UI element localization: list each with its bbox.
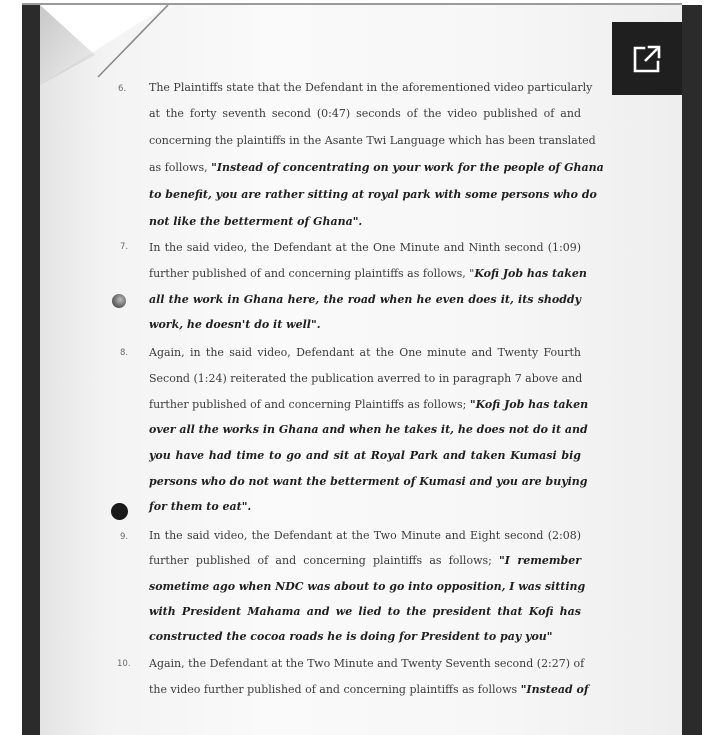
text-line: over all the works in Ghana and when he takes it, he does not do it and — [149, 423, 588, 436]
text-line: all the work in Ghana here, the road when he even does it, its shoddy — [149, 293, 581, 306]
paragraph-number: 10. — [117, 659, 131, 669]
text-line: concerning the plaintiffs in the Asante Twi Language which has been translated — [149, 134, 596, 147]
text-line: work, he doesn't do it well". — [149, 318, 321, 331]
text-line: Again, the Defendant at the Two Minute and Twenty Seventh second (2:27) of — [149, 657, 585, 670]
text-line: constructed the cocoa roads he is doing for President to pay you" — [149, 630, 553, 643]
text-line: sometime ago when NDC was about to go into opposition, I was sitting — [149, 580, 586, 593]
open-in-new-button[interactable] — [612, 22, 682, 95]
text-line: not like the betterment of Ghana". — [149, 215, 363, 228]
text-line: to benefit, you are rather sitting at royal park with some persons who do — [149, 188, 597, 201]
text-line: with President Mahama and we lied to the president that Kofi has — [149, 605, 581, 618]
paragraph-number: 7. — [120, 242, 129, 252]
text-line: The Plaintiffs state that the Defendant in the aforementioned video particularly — [149, 81, 593, 94]
text-line: further published of and concerning plaintiffs as follows, "Kofi Job has taken — [149, 267, 587, 280]
paragraph-number: 6. — [118, 84, 127, 94]
text-line: Second (1:24) reiterated the publication averred to in paragraph 7 above and — [149, 372, 583, 385]
viewer-right-margin — [682, 5, 702, 735]
text-line: the video further published of and concerning plaintiffs as follows "Instead of — [149, 683, 589, 696]
paragraph-number: 9. — [120, 532, 129, 542]
text-line: as follows, "Instead of concentrating on your work for the people of Ghana — [149, 161, 604, 174]
punch-hole — [112, 294, 126, 308]
viewer-left-margin — [22, 5, 40, 735]
open-in-new-icon — [631, 43, 663, 75]
paragraph-number: 8. — [120, 348, 129, 358]
text-line: In the said video, the Defendant at the Two Minute and Eight second (2:08) — [149, 529, 581, 542]
text-line: further published of and concerning Plaintiffs as follows; "Kofi Job has taken — [149, 398, 589, 411]
text-line: further published of and concerning plaintiffs as follows; "I remember — [149, 554, 581, 567]
document-page — [40, 5, 682, 735]
punch-hole — [111, 503, 128, 520]
text-line: at the forty seventh second (0:47) seconds of the video published of and — [149, 107, 581, 120]
text-line: Again, in the said video, Defendant at the One minute and Twenty Fourth — [149, 346, 581, 359]
text-line: for them to eat". — [149, 500, 252, 513]
text-line: persons who do not want the betterment of Kumasi and you are buying — [149, 475, 588, 488]
text-line: you have had time to go and sit at Royal Park and taken Kumasi big — [149, 449, 581, 462]
text-line: In the said video, the Defendant at the One Minute and Ninth second (1:09) — [149, 241, 581, 254]
